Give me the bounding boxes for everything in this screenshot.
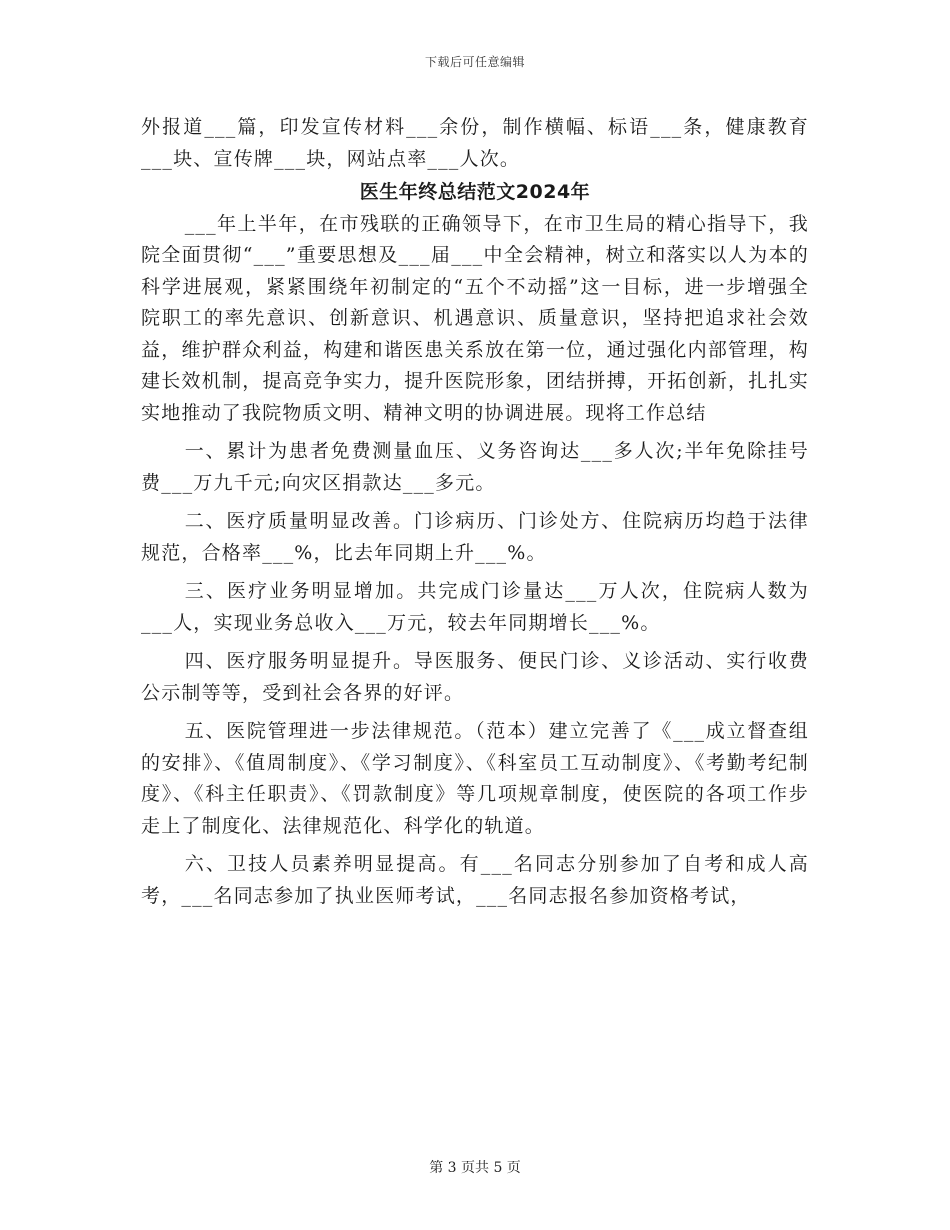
intro-paragraph: 外报道___篇，印发宣传材料___余份，制作横幅、标语___条，健康教育___块、宣传牌___块，网站点率___人次。: [141, 116, 809, 170]
paragraph-opening: ___年上半年，在市残联的正确领导下，在市卫生局的精心指导下，我院全面贯彻“___”重要思想及___届___中全会精神，树立和落实以人为本的科学进展观，紧紧围绕年初制定的“五个不动摇”这一目标，进一步增强全院职工的率先意识、创新意识、机遇意识、质量意识，坚持把追求社会效益，维护群众利益，构建和谐医患关系放在第一位，通过强化内部管理，构建长效机制，提高竞争实力，提升医院形象，团结拼搏，开拓创新，扎扎实实地推动了我院物质文明、精神文明的协调进展。现将工作总结: [141, 212, 809, 424]
page-number: 第 3 页共 5 页: [429, 1160, 521, 1176]
paragraph-item-6: 六、卫技人员素养明显提高。有___名同志分别参加了自考和成人高考，___名同志参加了执业医师考试，___名同志报名参加资格考试，: [141, 853, 809, 907]
page-header: 下载后可任意编辑: [424, 55, 525, 69]
paragraph-item-3: 三、医疗业务明显增加。共完成门诊量达___万人次，住院病人数为___人，实现业务总收入___万元，较去年同期增长___%。: [141, 580, 809, 634]
paragraph-item-2: 二、医疗质量明显改善。门诊病历、门诊处方、住院病历均趋于法律规范，合格率___%，比去年同期上升___%。: [141, 510, 809, 564]
document-body: [141, 112, 809, 912]
paragraph-item-1: 一、累计为患者免费测量血压、义务咨询达___多人次;半年免除挂号费___万九千元;向灾区捐款达___多元。: [141, 440, 809, 494]
paragraph-item-4: 四、医疗服务明显提升。导医服务、便民门诊、义诊活动、实行收费公示制等等，受到社会各界的好评。: [141, 650, 809, 704]
paragraph-item-5: 五、医院管理进一步法律规范。（范本）建立完善了《___成立督查组的安排》、《值周制度》、《学习制度》、《科室员工互动制度》、《考勤考纪制度》、《科主任职责》、《罚款制度》等几项规章制度，使医院的各项工作步走上了制度化、法律规范化、科学化的轨道。: [141, 720, 809, 837]
document-title: 医生年终总结范文2024年: [359, 181, 591, 203]
